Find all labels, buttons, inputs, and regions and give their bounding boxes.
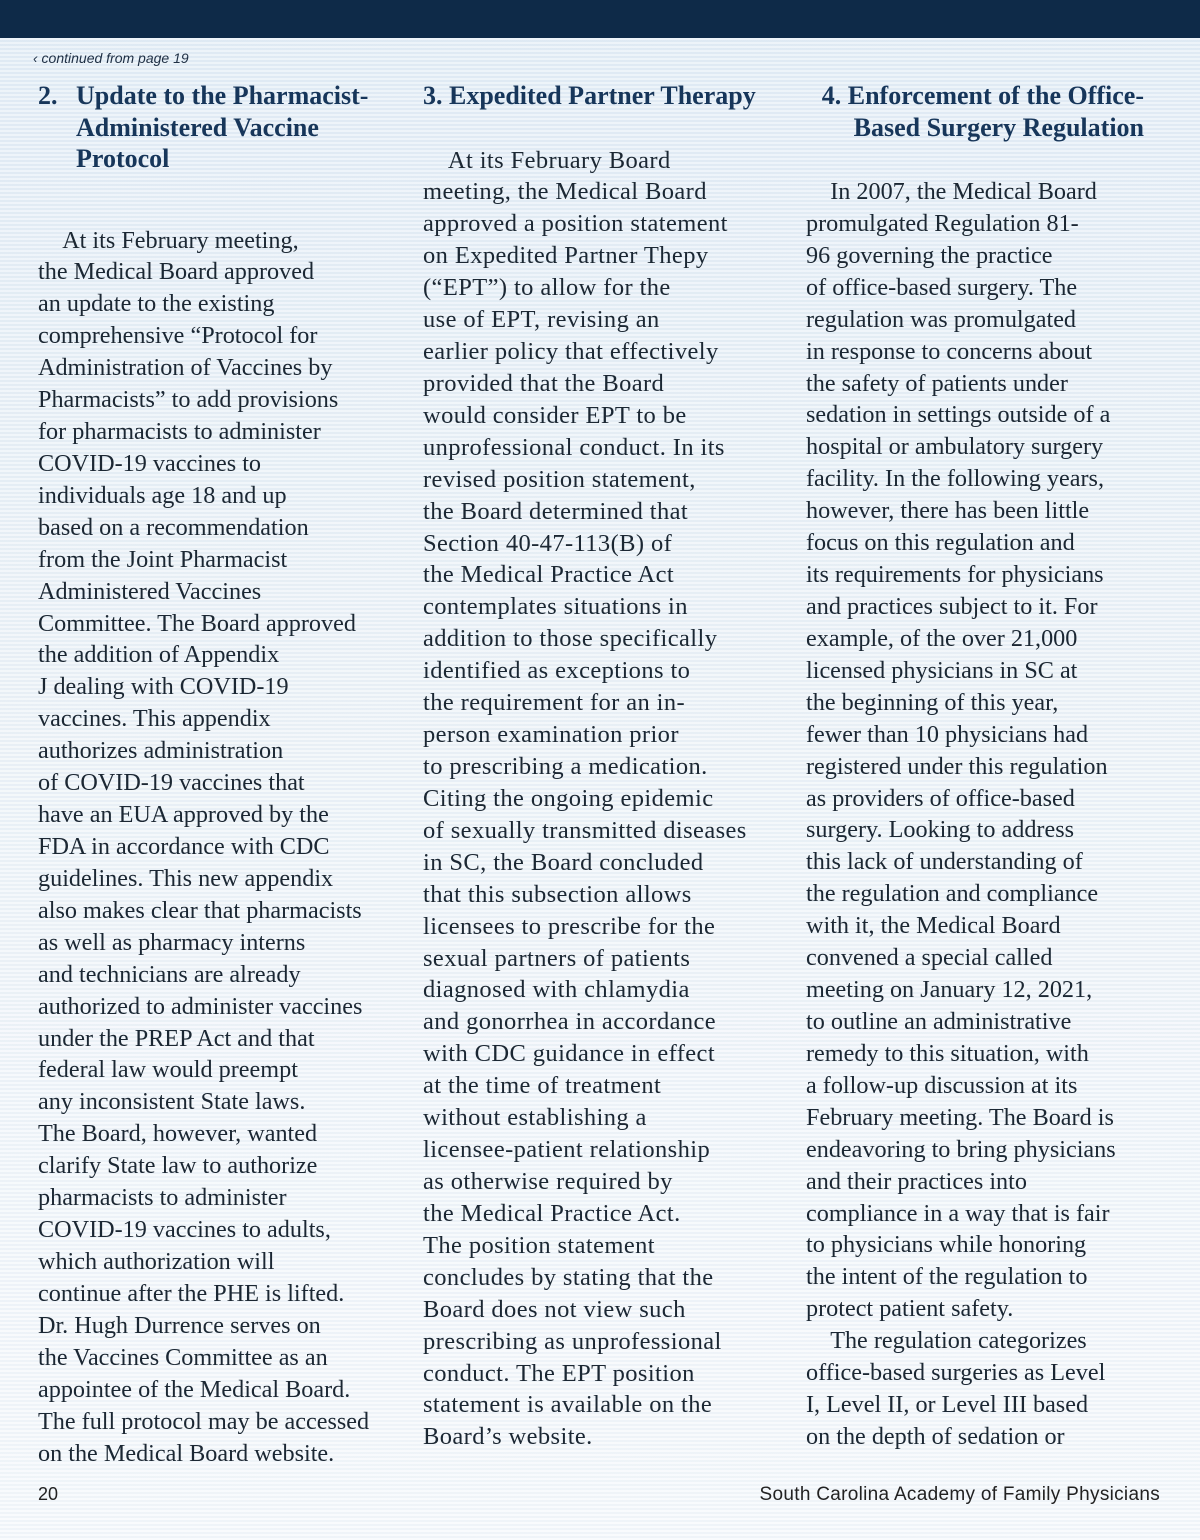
text-line: remedy to this situation, with — [806, 1039, 1089, 1067]
text-line: without establishing a — [423, 1104, 647, 1132]
text-line: contemplates situations in — [423, 593, 688, 621]
text-line: surgery. Looking to address — [806, 816, 1075, 844]
text-line: protect patient safety. — [806, 1295, 1014, 1323]
text-line: the Board determined that — [423, 497, 689, 525]
text-line: meeting on January 12, 2021, — [806, 976, 1093, 1004]
text-line: comprehensive “Protocol for — [38, 322, 318, 350]
text-line: and their practices into — [806, 1167, 1027, 1195]
section-number: 2. — [38, 81, 58, 110]
text-line: Pharmacists” to add provisions — [38, 386, 339, 414]
heading-line: Update to the Pharmacist- — [76, 81, 369, 110]
text-line: office-based surgeries as Level — [806, 1359, 1106, 1387]
text-line: also makes clear that pharmacists — [38, 896, 362, 924]
text-line: Citing the ongoing epidemic — [423, 784, 714, 812]
text-line: vaccines. This appendix — [38, 705, 271, 733]
text-line: that this subsection allows — [423, 880, 692, 908]
text-line: use of EPT, revising an — [423, 306, 660, 334]
text-line: of sexually transmitted diseases — [423, 816, 747, 844]
text-line: of office-based surgery. The — [806, 273, 1078, 301]
text-line: revised position statement, — [423, 465, 696, 493]
text-line: at the time of treatment — [423, 1072, 662, 1100]
text-line: approved a position statement — [423, 210, 728, 238]
text-line: example, of the over 21,000 — [806, 624, 1078, 652]
text-line: COVID-19 vaccines to — [38, 449, 262, 477]
section-title — [76, 80, 402, 175]
text-line: At its February Board — [423, 146, 671, 174]
text-line: pharmacists to administer — [38, 1184, 287, 1212]
section-body — [806, 176, 1162, 1453]
text-line: as otherwise required by — [423, 1168, 673, 1195]
text-line: the requirement for an in- — [423, 689, 686, 717]
text-line: unprofessional conduct. In its — [423, 433, 725, 461]
text-line: to prescribing a medication. — [423, 753, 708, 781]
text-line: concludes by stating that the — [423, 1263, 714, 1291]
text-line: promulgated Regulation 81- — [806, 209, 1079, 237]
text-line: for pharmacists to administer — [38, 418, 321, 446]
text-line: continue after the PHE is lifted. — [38, 1279, 345, 1307]
text-line: the Medical Practice Act — [423, 561, 675, 589]
text-line: would consider EPT to be — [423, 401, 687, 429]
text-line: registered under this regulation — [806, 752, 1108, 780]
text-line: from the Joint Pharmacist — [38, 545, 288, 573]
text-line: the regulation and compliance — [806, 880, 1099, 908]
text-line: person examination prior — [423, 721, 679, 749]
text-line: clarify State law to authorize — [38, 1152, 318, 1180]
section-office-based-surgery — [806, 80, 1162, 1453]
section-vaccine-protocol — [38, 80, 402, 1469]
text-line: Board does not view such — [423, 1295, 686, 1323]
text-line: licensed physicians in SC at — [806, 656, 1078, 684]
heading-line: 4. Enforcement of the Office- — [821, 81, 1144, 110]
text-line: Committee. The Board approved — [38, 609, 356, 637]
text-line: conduct. The EPT position — [423, 1359, 695, 1387]
text-line: regulation was promulgated — [806, 305, 1077, 333]
section-body — [38, 225, 402, 1470]
text-line: Dr. Hugh Durrence serves on — [38, 1311, 321, 1339]
text-line: In 2007, the Medical Board — [806, 178, 1097, 205]
heading-line: Protocol — [76, 144, 170, 173]
text-line: in SC, the Board concluded — [423, 848, 704, 876]
text-line: individuals age 18 and up — [38, 481, 287, 509]
text-line: identified as exceptions to — [423, 657, 691, 685]
continued-note: ‹ continued from page 19 — [33, 50, 189, 66]
top-header-bar — [0, 0, 1200, 38]
text-line: guidelines. This new appendix — [38, 864, 334, 892]
text-line: fewer than 10 physicians had — [806, 720, 1089, 748]
text-line: sexual partners of patients — [423, 944, 691, 972]
text-line: (“EPT”) to allow for the — [423, 274, 671, 302]
text-line: earlier policy that effectively — [423, 338, 719, 366]
text-line: February meeting. The Board is — [806, 1103, 1114, 1131]
text-line: to outline an administrative — [806, 1007, 1072, 1035]
text-line: a follow-up discussion at its — [806, 1071, 1078, 1099]
text-line: The position statement — [423, 1231, 655, 1259]
text-line: sedation in settings outside of a — [806, 401, 1111, 429]
text-line: the Medical Board approved — [38, 258, 315, 286]
text-line: the safety of patients under — [806, 369, 1068, 397]
text-line: COVID-19 vaccines to adults, — [38, 1216, 331, 1244]
page-number: 20 — [38, 1484, 59, 1504]
text-line: with it, the Medical Board — [806, 912, 1061, 940]
text-line: on Expedited Partner Thepy — [423, 242, 709, 270]
text-line: provided that the Board — [423, 369, 665, 397]
text-line: 96 governing the practice — [806, 241, 1053, 269]
text-line: diagnosed with chlamydia — [423, 976, 690, 1004]
section-heading — [806, 80, 1162, 143]
text-line: The regulation categorizes — [806, 1327, 1087, 1355]
text-line: under the PREP Act and that — [38, 1024, 315, 1052]
section-expedited-partner-therapy — [423, 80, 779, 1453]
text-line: FDA in accordance with CDC — [38, 833, 330, 861]
text-line: and practices subject to it. For — [806, 592, 1098, 620]
text-line: on the depth of sedation or — [806, 1422, 1065, 1450]
text-line: which authorization will — [38, 1248, 275, 1275]
text-line: licensee-patient relationship — [423, 1136, 711, 1164]
text-line: Administration of Vaccines by — [38, 354, 333, 382]
publication-name: South Carolina Academy of Family Physicians — [759, 1484, 1160, 1505]
text-line: focus on this regulation and — [806, 529, 1075, 557]
text-line: this lack of understanding of — [806, 848, 1083, 876]
text-line: The full protocol may be accessed — [38, 1407, 370, 1435]
text-line: endeavoring to bring physicians — [806, 1135, 1116, 1163]
section-heading — [38, 80, 402, 175]
text-line: with CDC guidance in effect — [423, 1040, 716, 1068]
text-line: statement is available on the — [423, 1391, 713, 1419]
section-body — [423, 145, 779, 1454]
text-line: in response to concerns about — [806, 337, 1093, 365]
text-line: as well as pharmacy interns — [38, 928, 306, 956]
text-line: an update to the existing — [38, 290, 275, 318]
text-line: have an EUA approved by the — [38, 801, 329, 829]
text-line: convened a special called — [806, 944, 1053, 972]
text-line: At its February meeting, — [38, 226, 299, 254]
text-line: the Vaccines Committee as an — [38, 1343, 328, 1371]
text-line: and technicians are already — [38, 960, 301, 988]
text-line: The Board, however, wanted — [38, 1120, 318, 1148]
text-line: and gonorrhea in accordance — [423, 1008, 717, 1036]
text-line: I, Level II, or Level III based — [806, 1391, 1089, 1419]
text-line: Administered Vaccines — [38, 577, 262, 605]
text-line: the Medical Practice Act. — [423, 1199, 681, 1227]
text-line: any inconsistent State laws. — [38, 1088, 306, 1116]
text-line: on the Medical Board website. — [38, 1439, 335, 1467]
text-line: authorizes administration — [38, 737, 284, 765]
text-line: J dealing with COVID-19 — [38, 673, 289, 701]
text-line: hospital or ambulatory surgery — [806, 433, 1104, 461]
text-line: the beginning of this year, — [806, 688, 1059, 716]
text-line: prescribing as unprofessional — [423, 1327, 722, 1355]
heading-line: Administered Vaccine — [76, 112, 319, 142]
text-line: federal law would preempt — [38, 1056, 298, 1084]
text-line: addition to those specifically — [423, 625, 718, 653]
text-line: facility. In the following years, — [806, 465, 1104, 493]
text-line: of COVID-19 vaccines that — [38, 769, 305, 797]
text-line: meeting, the Medical Board — [423, 178, 707, 206]
section-heading: 3. Expedited Partner Therapy — [423, 81, 756, 110]
text-line: Board’s website. — [423, 1423, 593, 1451]
text-line: based on a recommendation — [38, 513, 309, 541]
text-line: compliance in a way that is fair — [806, 1199, 1110, 1227]
text-line: as providers of office-based — [806, 784, 1075, 812]
text-line: however, there has been little — [806, 497, 1090, 525]
text-line: to physicians while honoring — [806, 1231, 1087, 1259]
text-line: the addition of Appendix — [38, 641, 280, 669]
text-line: its requirements for physicians — [806, 561, 1104, 589]
heading-line: Based Surgery Regulation — [853, 112, 1144, 142]
text-line: authorized to administer vaccines — [38, 992, 363, 1020]
text-line: Section 40-47-113(B) of — [423, 529, 673, 557]
text-line: appointee of the Medical Board. — [38, 1375, 351, 1403]
text-line: the intent of the regulation to — [806, 1263, 1088, 1291]
text-line: licensees to prescribe for the — [423, 912, 716, 940]
